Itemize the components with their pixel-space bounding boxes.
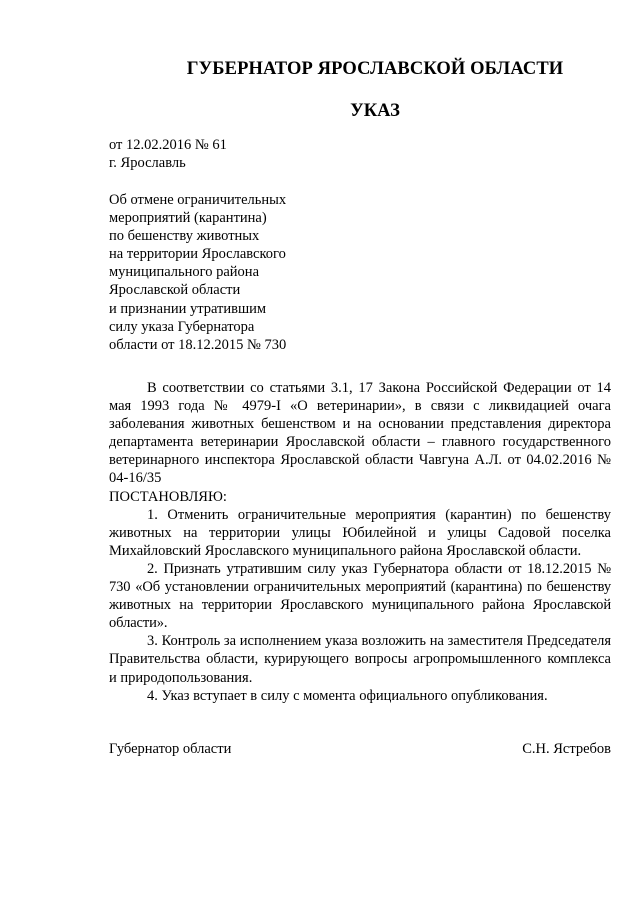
item-paragraph: 2. Признать утратившим силу указ Губернатора области от 18.12.2015 № 730 «Об установлении ограничительных мероприятий (карантина) по бешенству животных на территории Ярославского муниципального района Ярославской области». <box>109 560 611 632</box>
signatory-position: Губернатор области <box>109 741 232 757</box>
subject-line: и признании утратившим <box>109 300 267 317</box>
subject-line: силу указа Губернатора <box>109 318 255 335</box>
item-paragraph: 4. Указ вступает в силу с момента официального опубликования. <box>147 687 548 704</box>
subject-line: на территории Ярославского <box>109 246 286 263</box>
subject-line: Ярославской области <box>109 282 241 299</box>
preamble-paragraph: В соответствии со статьями 3.1, 17 Закона Российской Федерации от 14 мая 1993 года № 4979-I «О ветеринарии», в связи с ликвидацией очага заболевания животных бешенством и на основании представления директора департамента ветеринарии Ярославской области – главного государственного ветеринарного инспектора Ярославской области Чавгуна А.Л. от 04.02.2016 № 04-16/35 <box>109 380 611 487</box>
document-meta <box>109 136 227 172</box>
signatory-name: С.Н. Ястребов <box>522 741 611 757</box>
item-paragraph: 1. Отменить ограничительные мероприятия (карантин) по бешенству животных на территории улицы Юбилейной и улицы Садовой поселка Михайловский Ярославского муниципального района Ярославской области. <box>109 506 611 559</box>
document-type: УКАЗ <box>350 101 400 121</box>
item-paragraph: 3. Контроль за исполнением указа возложить на заместителя Председателя Правительства области, курирующего вопросы агропромышленного комплекса и природопользования. <box>109 633 611 686</box>
city: г. Ярославль <box>109 155 186 171</box>
issuing-authority: ГУБЕРНАТОР ЯРОСЛАВСКОЙ ОБЛАСТИ <box>186 59 564 79</box>
subject-line: области от 18.12.2015 № 730 <box>109 336 287 353</box>
resolve-heading: ПОСТАНОВЛЯЮ: <box>109 488 227 505</box>
subject-line: мероприятий (карантина) <box>109 210 267 227</box>
subject-line: Об отмене ограничительных <box>109 192 287 208</box>
document-body <box>109 379 611 705</box>
subject-line: муниципального района <box>109 264 259 281</box>
document-subject <box>109 191 286 354</box>
subject-line: по бешенству животных <box>109 228 260 245</box>
date-number: от 12.02.2016 № 61 <box>109 137 227 153</box>
